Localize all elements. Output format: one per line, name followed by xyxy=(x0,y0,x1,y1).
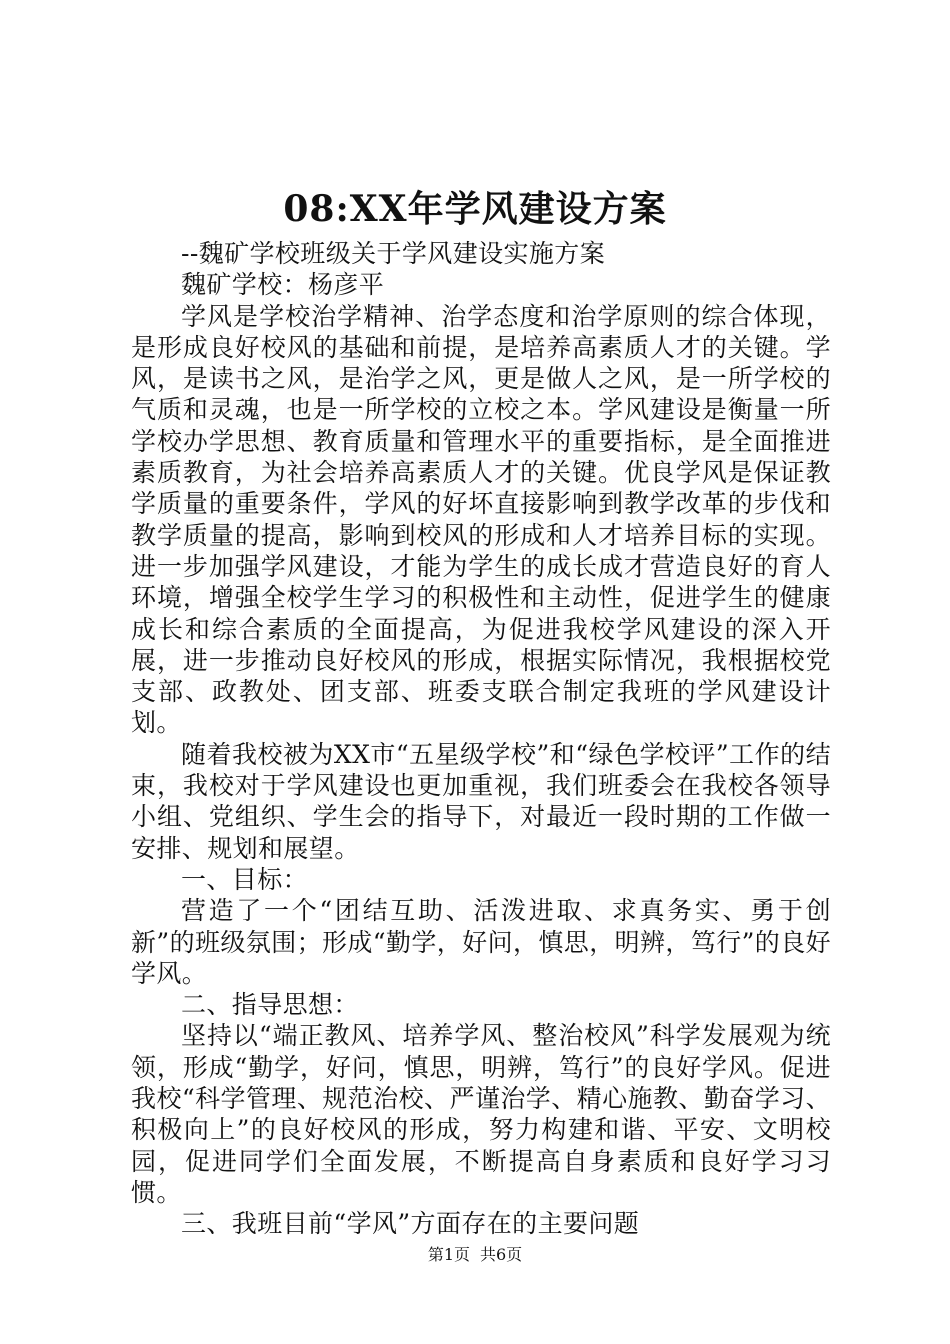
author-line: 魏矿学校：杨彦平 xyxy=(181,270,385,300)
document-title: 08:XX年学风建设方案 xyxy=(283,188,667,230)
page-footer xyxy=(0,1244,950,1266)
body-paragraph: 学风是学校治学精神、治学态度和治学原则的综合体现，是形成良好校风的基础和前提，是培养高素质人才的关键。学风，是读书之风，是治学之风，更是做人之风，是一所学校的气质和灵魂，也是一所学校的立校之本。学风建设是衡量一所学校办学思想、教育质量和管理水平的重要指标，是全面推进素质教育，为社会培养高素质人才的关键。优良学风是保证教学质量的重要条件，学风的好坏直接影响到教学改革的步伐和教学质量的提高，影响到校风的形成和人才培养目标的实现。进一步加强学风建设，才能为学生的成长成才营造良好的育人环境，增强全校学生学习的积极性和主动性，促进学生的健康成长和综合素质的全面提高，为促进我校学风建设的深入开展，进一步推动良好校风的形成，根据实际情况，我根据校党支部、政教处、团支部、班委支联合制定我班的学风建设计划。 xyxy=(131,301,831,738)
body-paragraph: 坚持以“端正教风、培养学风、整治校风”科学发展观为统领，形成“勤学，好问，慎思，明辨，笃行”的良好学风。促进我校“科学管理、规范治校、严谨治学、精心施教、勤奋学习、积极向上”的良好校风的形成，努力构建和谐、平安、文明校园，促进同学们全面发展，不断提高自身素质和良好学习习惯。 xyxy=(131,1021,831,1207)
page-number: 第1页 xyxy=(427,1245,470,1264)
section-heading: 一、目标： xyxy=(181,864,309,894)
document-body xyxy=(131,238,831,1240)
section-heading: 二、指导思想： xyxy=(181,990,359,1020)
subtitle-line: --魏矿学校班级关于学风建设实施方案 xyxy=(181,239,606,268)
body-paragraph: 随着我校被为XX市“五星级学校”和“绿色学校评”工作的结束，我校对于学风建设也更加重视，我们班委会在我校各领导小组、党组织、学生会的指导下，对最近一段时期的工作做一安排、规划和展望。 xyxy=(131,739,831,863)
body-paragraph: 营造了一个“团结互助、活泼进取、求真务实、勇于创新”的班级氛围；形成“勤学，好问，慎思，明辨，笃行”的良好学风。 xyxy=(131,896,831,988)
section-heading: 三、我班目前“学风”方面存在的主要问题 xyxy=(181,1209,640,1239)
page-total: 共6页 xyxy=(480,1245,523,1264)
